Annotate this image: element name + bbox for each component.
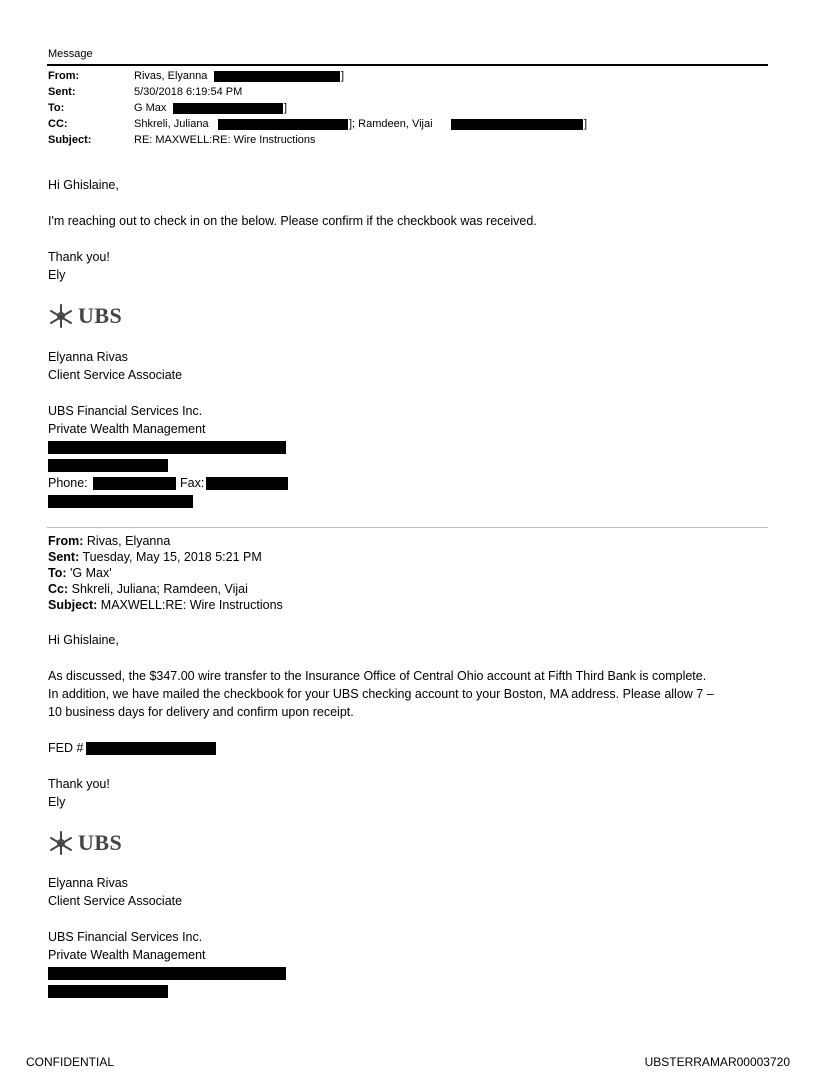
fax-label: Fax: [180, 476, 205, 490]
redaction [48, 441, 286, 454]
sent-value: 5/30/2018 6:19:54 PM [134, 86, 243, 98]
logo-text: UBS [78, 830, 123, 855]
sig-title: Client Service Associate [48, 368, 183, 382]
from-value: Rivas, Elyanna [86, 534, 171, 548]
body-line: As discussed, the $347.00 wire transfer to the Insurance Office of Central Ohio account at Fifth Third Bank is complete. [48, 669, 707, 683]
separator-line [47, 527, 768, 528]
cc-label: CC: [48, 118, 68, 130]
redaction [173, 103, 283, 114]
sig-name: Elyanna Rivas [48, 876, 128, 890]
footer-right: UBSTERRAMAR00003720 [644, 1055, 790, 1069]
signoff: Ely [48, 268, 66, 282]
from-value: Rivas, Elyanna [134, 70, 208, 82]
to-label: To: [48, 566, 67, 580]
to-label: To: [48, 102, 65, 114]
cc-value-1: Shkreli, Juliana [134, 118, 209, 130]
bracket: ] [341, 70, 345, 82]
to-value: 'G Max' [70, 566, 112, 580]
redaction [48, 459, 168, 472]
bracket: ] [284, 102, 288, 114]
cc-label: Cc: [48, 582, 69, 596]
redaction [451, 119, 583, 130]
email2-cc [48, 582, 248, 596]
ubs-logo [48, 303, 122, 329]
body-line: In addition, we have mailed the checkbook for your UBS checking account to your Boston, MA address. Please allow 7 – [48, 687, 714, 701]
sent-value: Tuesday, May 15, 2018 5:21 PM [82, 550, 262, 564]
thanks: Thank you! [48, 250, 110, 264]
redaction [86, 742, 216, 755]
redaction [48, 967, 286, 980]
sig-name: Elyanna Rivas [48, 350, 128, 364]
subject-value: MAXWELL:RE: Wire Instructions [100, 598, 283, 612]
footer-left: CONFIDENTIAL [26, 1055, 115, 1069]
redaction [48, 985, 168, 998]
redaction [48, 495, 193, 508]
email2-from [48, 534, 170, 548]
redaction [214, 71, 340, 82]
from-label: From: [48, 534, 84, 548]
sig-title: Client Service Associate [48, 894, 183, 908]
body-line: 10 business days for delivery and confirm upon receipt. [48, 705, 354, 719]
redaction [206, 477, 288, 490]
header-rule [47, 64, 768, 66]
keys-icon [48, 830, 74, 856]
ubs-logo [48, 830, 122, 856]
to-value: G Max [134, 102, 167, 114]
redaction [218, 119, 348, 130]
email2-subject [48, 598, 283, 612]
redaction [93, 477, 176, 490]
sent-label: Sent: [48, 550, 80, 564]
message-title: Message [48, 48, 93, 60]
cc-value-2: ]; Ramdeen, Vijai [349, 118, 433, 130]
logo-text: UBS [78, 303, 123, 328]
greeting: Hi Ghislaine, [48, 633, 119, 647]
sig-company: UBS Financial Services Inc. [48, 930, 203, 944]
subject-value: RE: MAXWELL:RE: Wire Instructions [134, 134, 316, 146]
sent-label: Sent: [48, 86, 76, 98]
sig-division: Private Wealth Management [48, 422, 206, 436]
subject-label: Subject: [48, 598, 98, 612]
bracket: ] [584, 118, 588, 130]
thanks: Thank you! [48, 777, 110, 791]
cc-value: Shkreli, Juliana; Ramdeen, Vijai [71, 582, 248, 596]
sig-company: UBS Financial Services Inc. [48, 404, 203, 418]
fed-label: FED # [48, 741, 84, 755]
email2-to [48, 566, 112, 580]
keys-icon [48, 303, 74, 329]
email2-sent [48, 550, 262, 564]
phone-label: Phone: [48, 476, 88, 490]
signoff: Ely [48, 795, 66, 809]
from-label: From: [48, 70, 80, 82]
greeting: Hi Ghislaine, [48, 178, 119, 192]
sig-division: Private Wealth Management [48, 948, 206, 962]
body-text: I'm reaching out to check in on the below. Please confirm if the checkbook was received. [48, 214, 537, 228]
subject-label: Subject: [48, 134, 92, 146]
